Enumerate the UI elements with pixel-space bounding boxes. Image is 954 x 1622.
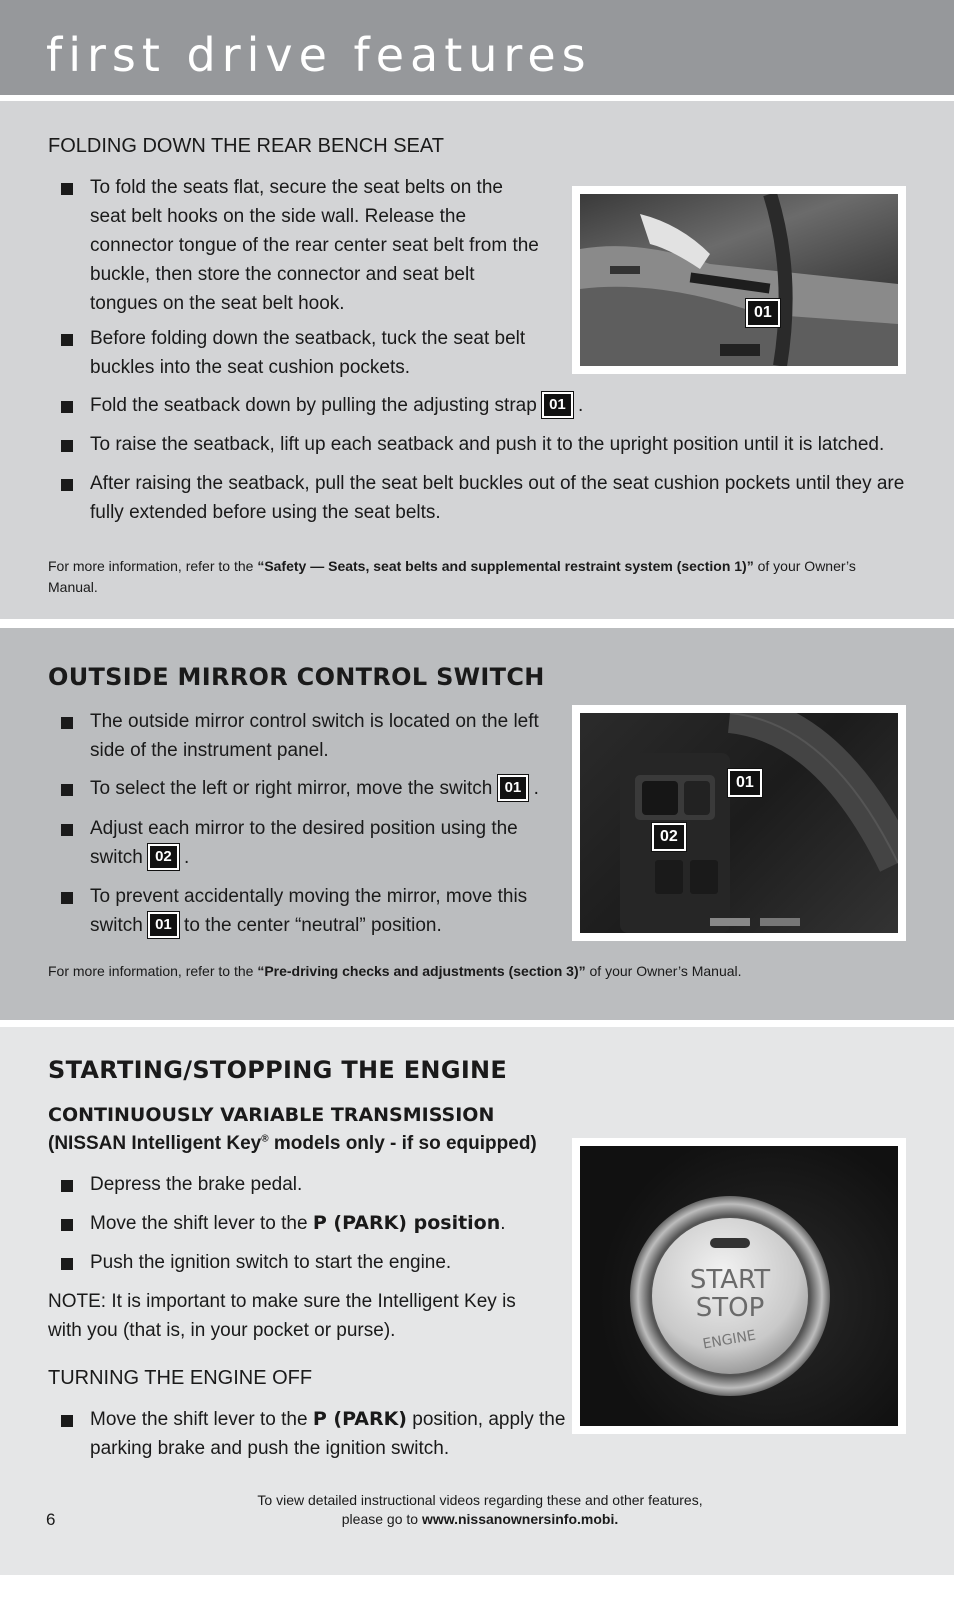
fold-bullet-1: To fold the seats flat, secure the seat belts on the seat belt hooks on the side wall. Release the connector tongue of the rear center seat belt from the buckle, then store the connector and seat belt tongues on the seat belt hook. bbox=[90, 173, 540, 318]
engine-bullet-2-text: Move the shift lever to the bbox=[90, 1213, 313, 1234]
footer-info bbox=[180, 1491, 780, 1529]
park-position: P (PARK) bbox=[312, 1408, 407, 1430]
seat-photo-image bbox=[580, 194, 898, 366]
mirror-bullet-2-text: To select the left or right mirror, move the switch bbox=[90, 778, 493, 799]
mirror-note bbox=[48, 961, 908, 982]
mirror-section-title: OUTSIDE MIRROR CONTROL SWITCH bbox=[48, 663, 545, 691]
fold-bullet-4: To raise the seatback, lift up each seatback and push it to the upright position until it is latched. bbox=[90, 430, 910, 459]
fold-note bbox=[48, 556, 908, 598]
note-suffix: of your Owner’s Manual. bbox=[585, 963, 742, 979]
mirror-bullet-2 bbox=[90, 774, 570, 803]
engine-subtitle-1: CONTINUOUSLY VARIABLE TRANSMISSION bbox=[48, 1104, 495, 1126]
note-prefix: For more information, refer to the bbox=[48, 963, 258, 979]
page-title: first drive features bbox=[46, 28, 592, 82]
fold-bullet-3-text: Fold the seatback down by pulling the adjusting strap bbox=[90, 395, 537, 416]
button-engine-label: ENGINE bbox=[701, 1327, 758, 1353]
mirror-switch-illustration bbox=[580, 713, 898, 933]
page-number: 6 bbox=[46, 1510, 56, 1529]
seat-photo bbox=[572, 186, 906, 374]
note-prefix: For more information, refer to the bbox=[48, 558, 258, 574]
start-stop-button bbox=[580, 1146, 898, 1426]
engine-section-title: STARTING/STOPPING THE ENGINE bbox=[48, 1056, 508, 1084]
mirror-bullet-3 bbox=[90, 814, 550, 872]
button-stop-label: STOP bbox=[695, 1293, 765, 1323]
note-suffix: of your Owner’s Manual. bbox=[48, 558, 856, 595]
fold-section bbox=[0, 101, 954, 619]
registered-mark: ® bbox=[261, 1133, 269, 1145]
callout-tag-01: 01 bbox=[542, 392, 573, 418]
footer-line-2 bbox=[180, 1510, 780, 1529]
fold-bullet-3 bbox=[90, 391, 690, 420]
mirror-switch-photo bbox=[572, 705, 906, 941]
engine-bullet-4 bbox=[90, 1405, 570, 1463]
period: . bbox=[533, 778, 539, 799]
callout-tag-01: 01 bbox=[498, 775, 529, 801]
period: . bbox=[500, 1213, 506, 1234]
engine-bullet-1: Depress the brake pedal. bbox=[90, 1170, 550, 1199]
seat-illustration bbox=[580, 194, 898, 366]
callout-tag-02: 02 bbox=[148, 844, 179, 870]
engine-bullet-4-text-end: position, apply the parking brake and push the ignition switch. bbox=[90, 1409, 566, 1459]
turning-off-title: TURNING THE ENGINE OFF bbox=[48, 1367, 313, 1389]
photo-callout-02: 02 bbox=[652, 823, 686, 851]
period: . bbox=[184, 847, 190, 868]
mirror-bullet-4-text: To prevent accidentally moving the mirror, move this switch bbox=[90, 886, 528, 936]
ignition-button-photo bbox=[572, 1138, 906, 1434]
mirror-bullet-1: The outside mirror control switch is located on the left side of the instrument panel. bbox=[90, 707, 550, 765]
mirror-bullet-4 bbox=[90, 882, 560, 940]
fold-section-title: FOLDING DOWN THE REAR BENCH SEAT bbox=[48, 135, 444, 157]
fold-bullet-2: Before folding down the seatback, tuck the seat belt buckles into the seat cushion pockets. bbox=[90, 324, 560, 382]
engine-subtitle-2 bbox=[48, 1133, 537, 1155]
note-reference: “Pre-driving checks and adjustments (section 3)” bbox=[257, 963, 586, 979]
fold-bullet-5: After raising the seatback, pull the seat belt buckles out of the seat cushion pockets until they are fully extended before using the seat belts. bbox=[90, 469, 910, 527]
mirror-bullet-3-text: Adjust each mirror to the desired position using the switch bbox=[90, 818, 518, 868]
footer-line-2-text: please go to bbox=[341, 1511, 422, 1527]
ignition-button-image bbox=[580, 1146, 898, 1426]
callout-tag-01: 01 bbox=[148, 912, 179, 938]
subtitle-text-end: models only - if so equipped) bbox=[268, 1133, 537, 1154]
button-start-label: START bbox=[689, 1265, 771, 1295]
engine-bullet-2 bbox=[90, 1209, 550, 1238]
photo-callout-01: 01 bbox=[746, 299, 780, 327]
mirror-section bbox=[0, 628, 954, 1020]
mirror-bullet-4-text-end: to the center “neutral” position. bbox=[184, 915, 442, 936]
subtitle-text: (NISSAN Intelligent Key bbox=[48, 1133, 262, 1154]
note-reference: “Safety — Seats, seat belts and supplemental restraint system (section 1)” bbox=[257, 558, 754, 574]
engine-bullet-3: Push the ignition switch to start the engine. bbox=[90, 1248, 550, 1277]
footer-line-1: To view detailed instructional videos regarding these and other features, bbox=[257, 1492, 703, 1508]
period: . bbox=[578, 395, 584, 416]
park-position: P (PARK) position bbox=[312, 1212, 501, 1234]
page-header bbox=[0, 0, 954, 95]
engine-bullet-4-text: Move the shift lever to the bbox=[90, 1409, 313, 1430]
footer-url[interactable]: www.nissanownersinfo.mobi. bbox=[421, 1511, 619, 1527]
mirror-switch-image bbox=[580, 713, 898, 933]
photo-callout-01: 01 bbox=[728, 769, 762, 797]
engine-note: NOTE: It is important to make sure the Intelligent Key is with you (that is, in your pocket or purse). bbox=[48, 1291, 516, 1341]
